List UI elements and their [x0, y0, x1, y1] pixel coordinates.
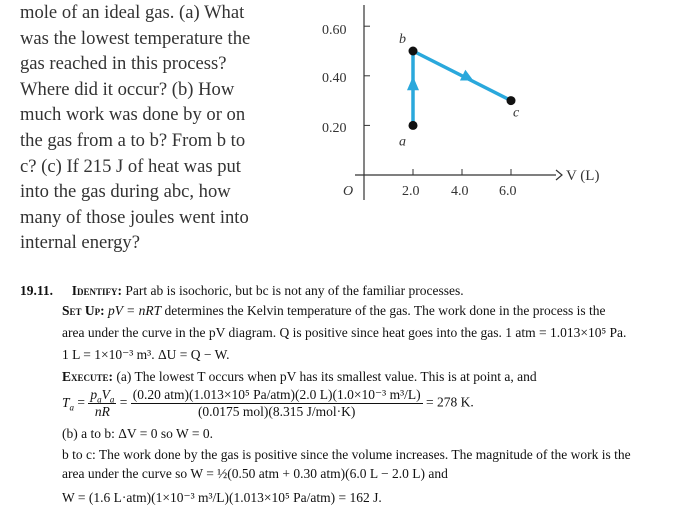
setup-text: 1 L = 1×10⁻³ m³. ΔU = Q − W. [62, 347, 230, 362]
bc-text: b to c: The work done by the gas is positive since the volume increases. The magnitude of the work is the [62, 447, 631, 462]
problem-line: Where did it occur? (b) How [20, 78, 235, 100]
point-label-a: a [399, 134, 406, 150]
x-tick-label: 2.0 [402, 184, 420, 199]
x-tick-label: 4.0 [451, 184, 469, 199]
segment-bc [413, 51, 511, 101]
y-tick-label: 0.40 [322, 71, 347, 86]
x-axis-arrow-icon [556, 170, 562, 180]
pv-diagram [300, 0, 684, 215]
execute-part-a: (a) The lowest T occurs when pV has its smallest value. This is at point a, and [116, 369, 537, 384]
problem-line: gas reached in this process? [20, 53, 227, 75]
bc-text: area under the curve so W = ½(0.50 atm + 0.30 atm)(6.0 L − 2.0 L) and [62, 466, 448, 481]
point-b [409, 47, 418, 56]
problem-line: many of those joules went into [20, 206, 249, 228]
origin-label: O [343, 184, 354, 199]
ta-numerator: (0.20 atm)(1.013×10⁵ Pa/atm)(2.0 L)(1.0×10⁻³ m³/L) [132, 387, 421, 402]
ta-denominator: (0.0175 mol)(8.315 J/mol·K) [197, 404, 356, 419]
setup-label: Set Up: [62, 303, 105, 318]
problem-line: internal energy? [20, 232, 140, 254]
ta-fraction-numeric [131, 387, 423, 420]
identify-text: Part ab is isochoric, but bc is not any of the familiar processes. [125, 283, 464, 298]
x-tick-label: 6.0 [499, 184, 517, 199]
point-label-c: c [513, 105, 520, 121]
part-b-text: (b) a to b: ΔV = 0 so W = 0. [62, 426, 214, 441]
setup-equation: pV = nRT [108, 303, 162, 318]
y-tick-label: 0.60 [322, 23, 347, 38]
problem-line: was the lowest temperature the [20, 27, 251, 49]
problem-line: into the gas during abc, how [20, 181, 231, 203]
solution-number: 19.11. [20, 283, 54, 298]
problem-line: the gas from a to b? From b to [20, 129, 246, 151]
bc-work-result: W = (1.6 L·atm)(1×10⁻³ m³/L)(1.013×10⁵ Pa/atm) = 162 J. [62, 490, 382, 505]
y-tick-label: 0.20 [322, 121, 347, 136]
problem-line: c? (c) If 215 J of heat was put [20, 155, 241, 177]
problem-line: much work was done by or on [20, 104, 246, 126]
point-a [409, 121, 418, 130]
ta-result: = 278 K. [426, 394, 474, 410]
point-label-b: b [399, 32, 406, 47]
problem-text [20, 0, 290, 256]
x-axis-label: V (L) [566, 168, 600, 184]
execute-label: Execute: [62, 369, 114, 384]
identify-label: Identify: [71, 283, 123, 298]
setup-text: area under the curve in the pV diagram. Q is positive since heat goes into the gas. 1 atm = 1.013×10⁵ Pa. [62, 325, 627, 340]
ta-symbol: $T_a$ [62, 394, 75, 413]
problem-line: mole of an ideal gas. (a) What [20, 2, 245, 23]
arrow-ab-icon [407, 76, 419, 90]
ta-fraction-symbolic: $\frac{p_aV_a}{nR}$ [90, 387, 115, 419]
point-c [507, 96, 516, 105]
setup-text: determines the Kelvin temperature of the gas. The work done in the process is the [164, 303, 606, 318]
